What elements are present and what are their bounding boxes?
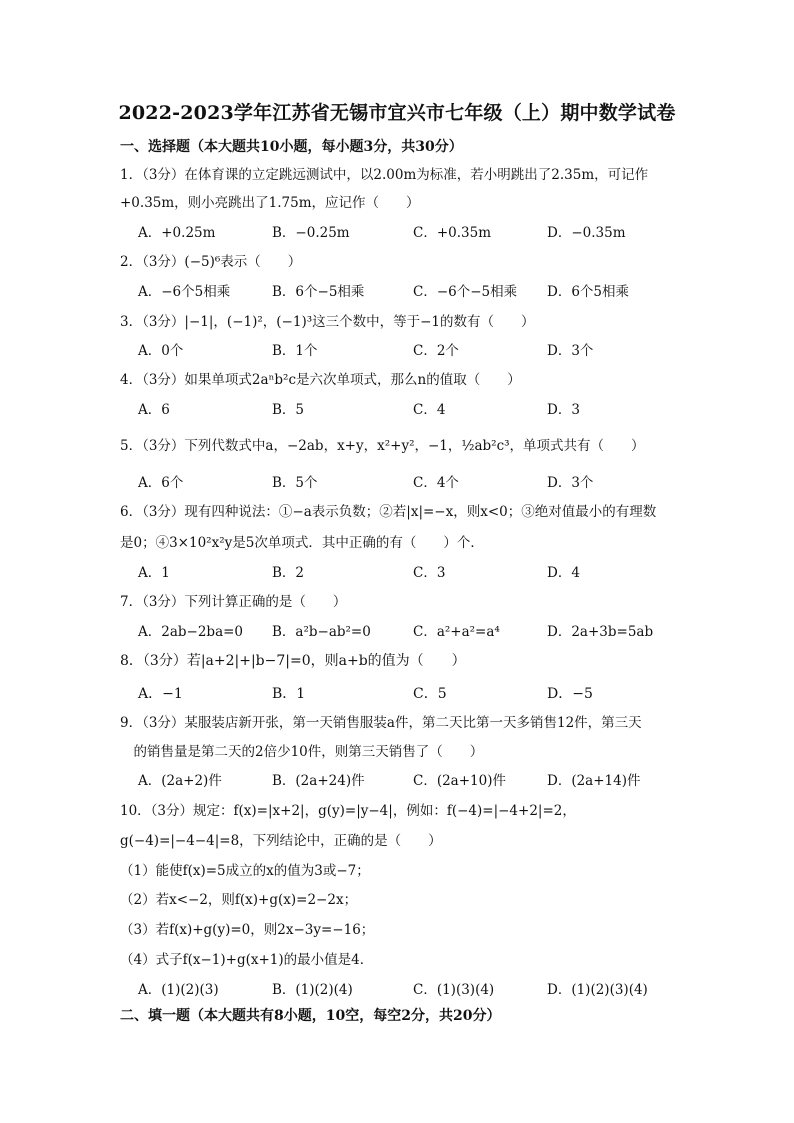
question-2-options <box>138 280 698 300</box>
question-3-line-1: 3．（3分）|−1|，(−1)²，(−1)³这三个数中，等于−1的数有（ ） <box>120 314 535 330</box>
question-10-option-b: B．(1)(2)(4) <box>272 982 353 998</box>
question-9-options <box>138 769 698 789</box>
question-1-line-2: +0.35m，则小亮跳出了1.75m，应记作（ ） <box>120 195 420 211</box>
question-7-option-d: D．2a+3b=5ab <box>547 624 654 640</box>
question-2-option-c: C．−6个−5相乘 <box>413 284 518 300</box>
question-10-line-4: （2）若x<−2，则f(x)+g(x)=2−2x； <box>120 892 358 908</box>
question-1-option-d: D．−0.35m <box>547 225 626 241</box>
question-7-option-c: C．a²+a²=a⁴ <box>413 624 500 640</box>
question-8-option-b: B．1 <box>272 686 306 702</box>
question-7-option-b: B．a²b−ab²=0 <box>272 624 371 640</box>
question-9-option-d: D．(2a+14)件 <box>547 773 641 789</box>
question-2-option-b: B．6个−5相乘 <box>272 284 365 300</box>
question-7-line-1: 7．（3分）下列计算正确的是（ ） <box>120 594 347 610</box>
question-8-option-a: A．−1 <box>138 686 183 702</box>
question-2-option-a: A．−6个5相乘 <box>138 284 231 300</box>
question-10-option-d: D．(1)(2)(3)(4) <box>547 982 648 998</box>
question-3-option-d: D．3个 <box>547 343 594 359</box>
question-2-line-1: 2．（3分）(−5)⁶表示（ ） <box>120 254 302 270</box>
question-10-line-6: （4）式子f(x−1)+g(x+1)的最小值是4． <box>120 952 374 968</box>
question-1-option-a: A．+0.25m <box>138 225 216 241</box>
question-10-option-a: A．(1)(2)(3) <box>138 982 219 998</box>
section-heading-choice: 一、选择题（本大题共10小题，每小题3分，共30分） <box>120 139 463 155</box>
question-7-option-a: A．2ab−2ba=0 <box>138 624 244 640</box>
question-10-options <box>138 978 698 998</box>
question-10-line-2: g(−4)=|−4−4|=8，下列结论中，正确的是（ ） <box>120 833 442 849</box>
question-8-line-1: 8．（3分）若|a+2|+|b−7|=0，则a+b的值为（ ） <box>120 653 466 669</box>
question-8-option-d: D．−5 <box>547 686 593 702</box>
question-2-option-d: D．6个5相乘 <box>547 284 630 300</box>
page-title: 2022-2023学年江苏省无锡市宜兴市七年级（上）期中数学试卷 <box>118 102 676 124</box>
question-5-option-c: C．4个 <box>413 475 459 491</box>
question-5-option-b: B．5个 <box>272 475 318 491</box>
question-6-line-2: 是0；④3×10²x²y是5次单项式．其中正确的有（ ）个． <box>120 535 484 551</box>
question-6-options <box>138 561 698 581</box>
question-6-option-b: B．2 <box>272 565 305 581</box>
question-4-option-d: D．3 <box>547 402 580 418</box>
question-10-line-3: （1）能使f(x)=5成立的x的值为3或−7； <box>120 863 370 879</box>
question-10-line-1: 10．（3分）规定：f(x)=|x+2|，g(y)=|y−4|，例如：f(−4)=|−4+2|=2， <box>120 803 576 819</box>
question-5-options <box>138 471 698 491</box>
question-6-line-1: 6．（3分）现有四种说法：①−a表示负数；②若|x|=−x，则x<0；③绝对值最小的有理数 <box>120 504 657 520</box>
question-9-option-a: A．(2a+2)件 <box>138 773 222 789</box>
question-1-option-b: B．−0.25m <box>272 225 350 241</box>
question-5-line-1: 5．（3分）下列代数式中a，−2ab，x+y，x²+y²，−1，½ab²c³，单项式共有（ ） <box>120 438 645 454</box>
question-9-option-b: B．(2a+24)件 <box>272 773 365 789</box>
question-1-option-c: C．+0.35m <box>413 225 492 241</box>
question-5-option-d: D．3个 <box>547 475 594 491</box>
question-6-option-a: A．1 <box>138 565 170 581</box>
question-6-option-c: C．3 <box>413 565 446 581</box>
question-8-options <box>138 683 698 703</box>
question-6-option-d: D．4 <box>547 565 580 581</box>
question-1-line-1: 1．（3分）在体育课的立定跳远测试中，以2.00m为标准，若小明跳出了2.35m，可记作 <box>120 167 649 183</box>
question-9-option-c: C．(2a+10)件 <box>413 773 506 789</box>
question-10-option-c: C．(1)(3)(4) <box>413 982 495 998</box>
question-4-options <box>138 398 698 418</box>
question-4-option-c: C．4 <box>413 402 446 418</box>
question-4-option-b: B．5 <box>272 402 305 418</box>
section-heading-fill: 二、填一题（本大题共有8小题，10空，每空2分，共20分） <box>120 1008 501 1024</box>
question-7-options <box>138 620 698 640</box>
question-4-line-1: 4．（3分）如果单项式2aⁿb²c是六次单项式，那么n的值取（ ） <box>120 372 521 388</box>
question-9-line-1: 9．（3分）某服装店新开张，第一天销售服装a件，第二天比第一天多销售12件，第三天 <box>120 715 642 731</box>
question-9-line-2: 的销售量是第二天的2倍少10件，则第三天销售了（ ） <box>120 744 484 760</box>
question-3-options <box>138 339 698 359</box>
question-10-line-5: （3）若f(x)+g(y)=0，则2x−3y=−16； <box>120 922 375 938</box>
question-5-option-a: A．6个 <box>138 475 184 491</box>
question-8-option-c: C．5 <box>413 686 447 702</box>
question-3-option-a: A．0个 <box>138 343 184 359</box>
question-1-options <box>138 221 698 241</box>
question-4-option-a: A．6 <box>138 402 170 418</box>
question-3-option-c: C．2个 <box>413 343 459 359</box>
question-3-option-b: B．1个 <box>272 343 318 359</box>
